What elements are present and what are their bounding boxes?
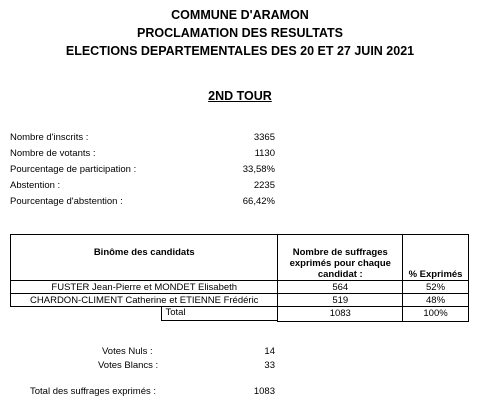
stat-label-abstention: Abstention :	[10, 180, 61, 191]
stat-value-inscrits: 3365	[253, 132, 275, 143]
stat-label-inscrits: Nombre d'inscrits :	[10, 132, 89, 143]
table-header-row	[11, 235, 469, 281]
candidate-name: CHARDON-CLIMENT Catherine et ETIENNE Frédéric	[11, 294, 278, 307]
total-votes: 1083	[278, 307, 403, 322]
stat-value-abstention: 2235	[253, 180, 275, 191]
candidate-votes: 564	[278, 281, 403, 294]
stat-label-votants: Nombre de votants :	[10, 148, 96, 159]
votes-nuls-label: Votes Nuls :	[102, 346, 153, 357]
total-row	[11, 307, 469, 322]
table-row	[11, 281, 469, 294]
candidate-name: FUSTER Jean-Pierre et MONDET Elisabeth	[11, 281, 278, 294]
proclamation-title: PROCLAMATION DES RESULTATS	[136, 26, 343, 40]
table-row	[11, 294, 469, 307]
election-title: ELECTIONS DEPARTEMENTALES DES 20 ET 27 JUIN 2021	[65, 44, 415, 58]
candidate-pct: 48%	[403, 294, 469, 307]
commune-title: COMMUNE D'ARAMON	[171, 8, 309, 22]
candidate-pct: 52%	[403, 281, 469, 294]
total-label: Total	[161, 307, 278, 321]
votes-blancs-label: Votes Blancs :	[98, 360, 159, 371]
col-pct-header: % Exprimés	[403, 235, 469, 281]
stat-value-participation: 33,58%	[242, 164, 275, 175]
results-table	[10, 234, 469, 322]
stat-label-pct-abstention: Pourcentage d'abstention :	[10, 196, 123, 207]
tour-heading: 2ND TOUR	[208, 89, 272, 103]
col-binome-header: Binôme des candidats	[11, 235, 278, 281]
col-suffrages-header: Nombre de suffrages exprimés pour chaque candidat :	[278, 235, 403, 281]
stat-value-pct-abstention: 66,42%	[242, 196, 275, 207]
total-suffrages-label: Total des suffrages exprimés :	[30, 386, 157, 397]
votes-blancs-value: 33	[264, 360, 275, 371]
total-suffrages-value: 1083	[253, 386, 275, 397]
total-pct: 100%	[403, 307, 469, 322]
stat-value-votants: 1130	[254, 148, 275, 159]
stat-label-participation: Pourcentage de participation :	[10, 164, 137, 175]
votes-nuls-value: 14	[264, 346, 275, 357]
candidate-votes: 519	[278, 294, 403, 307]
total-label-cell	[11, 307, 278, 322]
